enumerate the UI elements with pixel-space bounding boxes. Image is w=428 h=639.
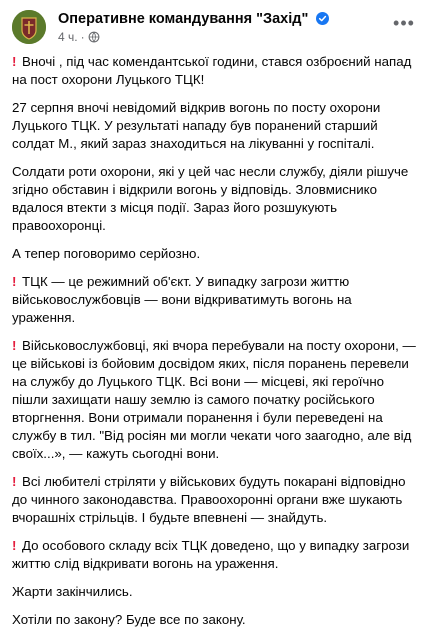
post-paragraph bbox=[12, 337, 416, 463]
post-meta bbox=[58, 30, 100, 46]
post-paragraph bbox=[12, 583, 416, 601]
post-timestamp[interactable]: 4 ч. bbox=[58, 30, 78, 44]
exclamation-icon: ! bbox=[12, 538, 17, 553]
post-paragraph bbox=[12, 273, 416, 327]
exclamation-icon: ! bbox=[12, 474, 17, 489]
paragraph-text: Жарти закінчились. bbox=[12, 584, 133, 599]
command-emblem-icon bbox=[12, 10, 46, 44]
paragraph-text: ТЦК — це режимний об'єкт. У випадку загрози життю військовослужбовців — вони відкриватимуть вогонь на ураження. bbox=[12, 274, 352, 325]
post-header bbox=[10, 8, 418, 46]
exclamation-icon: ! bbox=[12, 274, 17, 289]
post-paragraph bbox=[12, 537, 416, 573]
paragraph-text: Солдати роти охорони, які у цей час несли службу, діяли рішуче згідно обставин і відкрили вогонь у відповідь. Зловмиснико вдалося втекти з місця події. Зараз його розшукують правоохоронці. bbox=[12, 164, 409, 233]
globe-icon[interactable] bbox=[88, 31, 100, 46]
post-body bbox=[12, 53, 416, 639]
paragraph-text: До особового складу всіх ТЦК доведено, що у випадку загрози життю слід відкривати вогонь на ураження. bbox=[12, 538, 410, 571]
paragraph-text: Всі любителі стріляти у військових будуть покарані відповідно до чинного законодавства. Правоохоронні органи вже шукають вчорашніх стрільців. І будьте впевнені — знайдуть. bbox=[12, 474, 406, 525]
exclamation-icon: ! bbox=[12, 54, 17, 69]
post-paragraph bbox=[12, 163, 416, 235]
more-options-button[interactable] bbox=[390, 12, 418, 34]
avatar[interactable] bbox=[10, 8, 48, 46]
paragraph-text: Військовослужбовці, які вчора перебували на посту охорони, — це військові із бойовим досвідом яких, після поранень перевели на службу до Луцького ТЦК. Всі вони — місцеві, які героїчно пішли захищати нашу землю із самого початку російського вторгнення. Вони отримали поранення і були переведені на службу в тил. "Від росіян ми могли чекати чого заагодно, але від своїх...», — кажуть сьогодні вони. bbox=[12, 338, 416, 461]
meta-separator: · bbox=[80, 30, 85, 44]
post-paragraph bbox=[12, 99, 416, 153]
post-paragraph bbox=[12, 611, 416, 629]
author-name-line bbox=[58, 11, 329, 29]
paragraph-text: Хотіли по закону? Буде все по закону. bbox=[12, 612, 246, 627]
post-paragraph bbox=[12, 473, 416, 527]
paragraph-text: 27 серпня вночі невідомий відкрив вогонь по посту охорони Луцького ТЦК. У результаті нападу був поранений старший солдат М., який зараз знаходиться на лікуванні у госпіталі. bbox=[12, 100, 381, 151]
verified-badge-icon bbox=[316, 12, 329, 29]
post-paragraph bbox=[12, 245, 416, 263]
paragraph-text: А тепер поговоримо серйозно. bbox=[12, 246, 201, 261]
more-horizontal-icon: ••• bbox=[393, 12, 415, 33]
paragraph-text: Вночі , під час комендантської години, стався озброєний напад на пост охорони Луцького ТЦК! bbox=[12, 54, 412, 87]
post-paragraph bbox=[12, 53, 416, 89]
author-name[interactable]: Оперативне командування "Захід" bbox=[58, 11, 309, 27]
exclamation-icon: ! bbox=[12, 338, 17, 353]
